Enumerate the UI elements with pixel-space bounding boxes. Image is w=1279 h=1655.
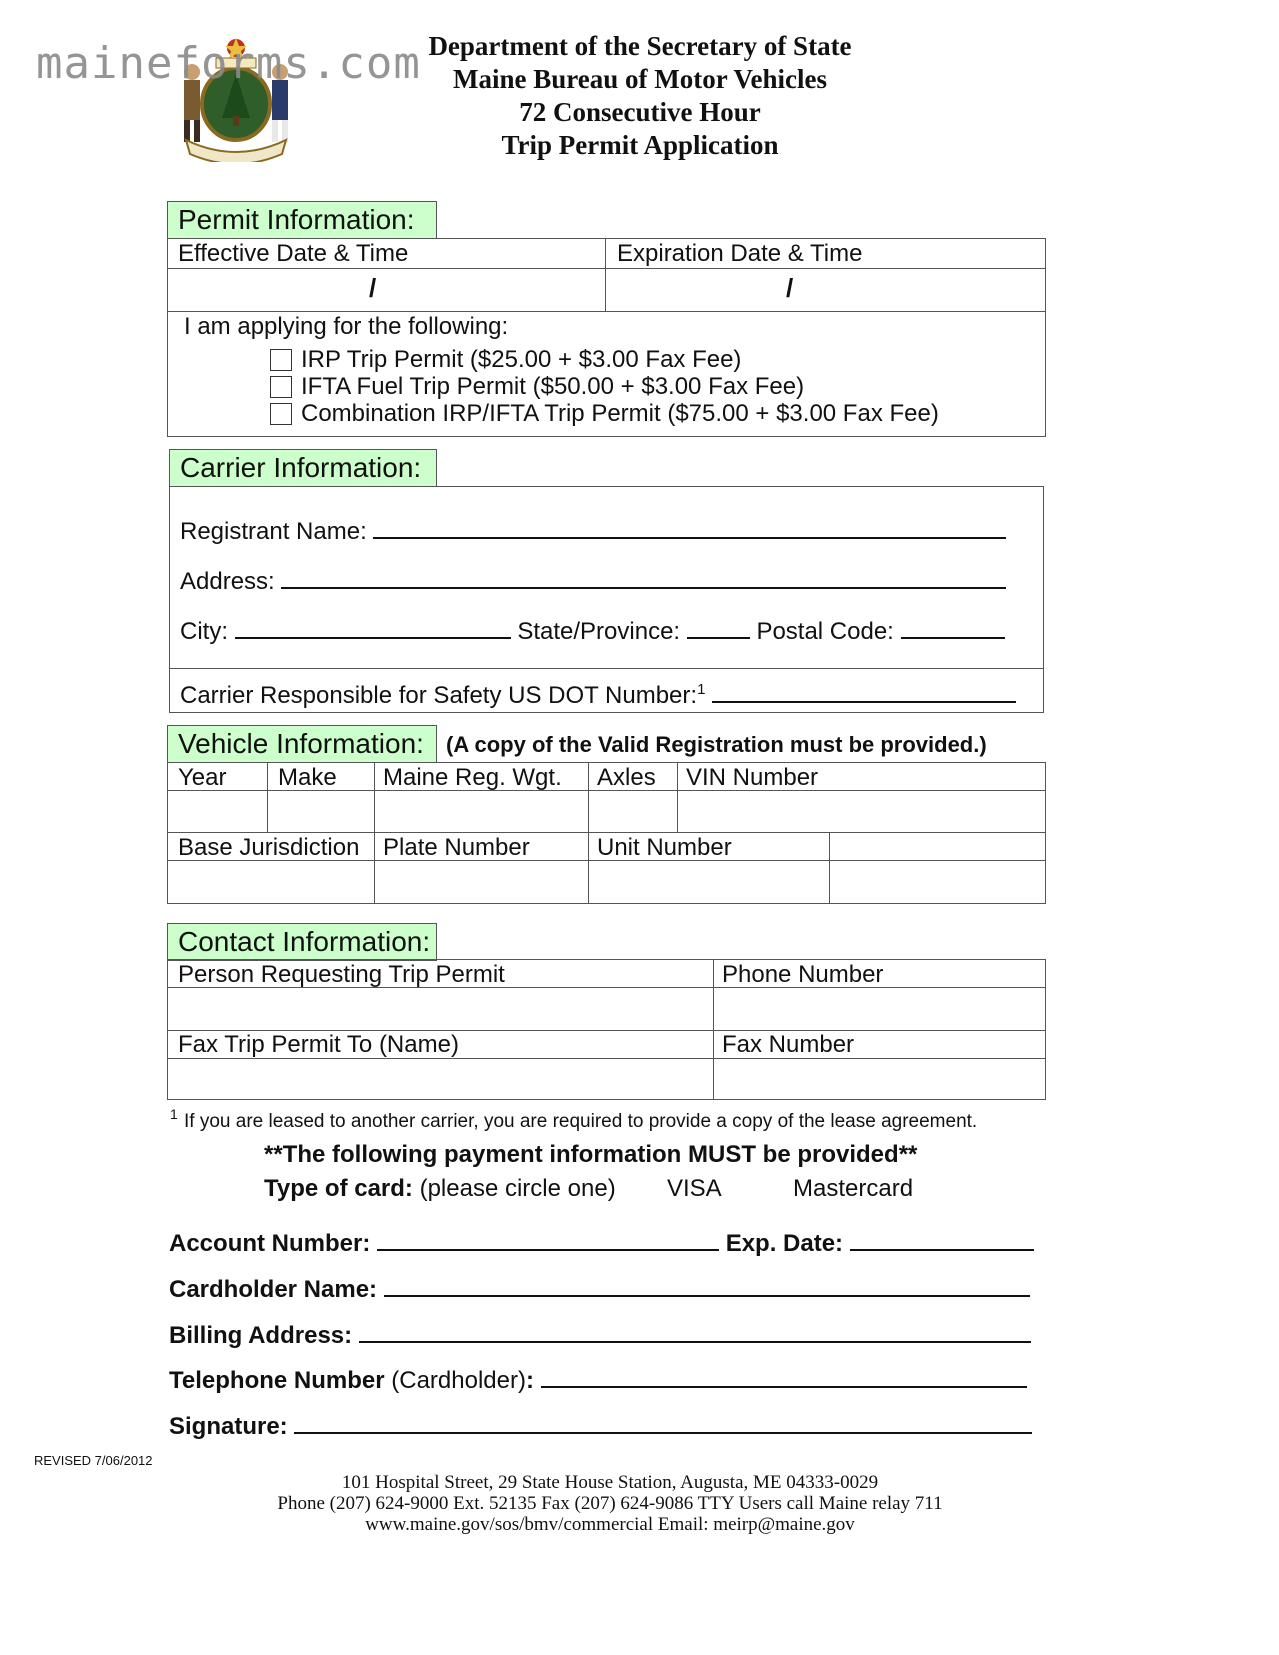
city-field[interactable] [235,613,511,639]
dot-footnote-mark: 1 [697,681,706,698]
fax-to-label: Fax Trip Permit To (Name) [178,1031,459,1058]
irp-checkbox[interactable] [270,349,292,371]
contact-section-title: Contact Information: [167,923,437,961]
phone-number-field[interactable] [714,988,1044,1029]
effective-date-label: Effective Date & Time [178,240,409,267]
address-row [180,563,1006,596]
footnote-mark: 1 [170,1106,178,1122]
effective-date-field[interactable]: / [369,273,377,303]
payment-required-note: **The following payment information MUST be provided** [264,1141,918,1168]
city-row [180,613,1005,646]
footer-phone: Phone (207) 624-9000 Ext. 52135 Fax (207) 624-9086 TTY Users call Maine relay 711 [277,1493,943,1514]
telephone-hint: (Cardholder) [391,1367,526,1394]
registrant-row [180,513,1006,546]
billing-row [169,1317,1031,1350]
col-make-label: Make [278,764,337,791]
col-axles-label: Axles [597,764,656,791]
vehicle-registration-note: (A copy of the Valid Registration must be provided.) [446,732,987,757]
account-label: Account Number: [169,1230,371,1257]
ifta-checkbox[interactable] [270,376,292,398]
make-field[interactable] [268,791,373,831]
unit-number-field[interactable] [589,861,828,903]
fax-number-label: Fax Number [722,1031,855,1058]
form-header [330,30,950,162]
weight-field[interactable] [375,791,587,831]
irp-option-label: IRP Trip Permit ($25.00 + $3.00 Fax Fee) [301,346,742,373]
fax-to-field[interactable] [168,1059,712,1099]
address-field[interactable] [281,563,1006,589]
footer-address: 101 Hospital Street, 29 State House Station, Augusta, ME 04333-0029 [341,1472,879,1493]
signature-field[interactable] [294,1408,1032,1434]
combination-option-label: Combination IRP/IFTA Trip Permit ($75.00 + $3.00 Fax Fee) [301,400,939,427]
ifta-option-label: IFTA Fuel Trip Permit ($50.00 + $3.00 Fax Fee) [301,373,805,400]
col-unit-label: Unit Number [597,834,732,861]
mastercard-option[interactable]: Mastercard [793,1175,914,1202]
address-label: Address: [180,568,275,595]
dot-row [180,677,1016,710]
signature-label: Signature: [169,1413,288,1440]
col-plate-label: Plate Number [383,834,530,861]
year-field[interactable] [168,791,266,831]
telephone-field[interactable] [541,1362,1027,1388]
city-label: City: [180,618,228,645]
state-label: State/Province: [517,618,681,645]
header-hours: 72 Consecutive Hour [519,97,761,127]
col-weight-label: Maine Reg. Wgt. [383,764,562,791]
footer-web-email: www.maine.gov/sos/bmv/commercial Email: meirp@maine.gov [365,1514,855,1535]
col-base-label: Base Jurisdiction [178,834,360,861]
combination-checkbox[interactable] [270,403,292,425]
col-year-label: Year [178,764,227,791]
cardholder-field[interactable] [384,1271,1030,1297]
vin-field[interactable] [678,791,1044,831]
lease-footnote: If you are leased to another carrier, you are required to provide a copy of the lease agreement. [184,1111,978,1132]
postal-field[interactable] [901,613,1005,639]
signature-row [169,1408,1032,1441]
dot-label: Carrier Responsible for Safety US DOT Number: [180,682,698,709]
axles-field[interactable] [589,791,676,831]
phone-number-label: Phone Number [722,961,884,988]
postal-label: Postal Code: [756,618,894,645]
card-type-hint: (please circle one) [419,1175,616,1202]
cardholder-label: Cardholder Name: [169,1276,378,1303]
header-form-title: Trip Permit Application [501,130,779,160]
header-bureau: Maine Bureau of Motor Vehicles [453,64,827,94]
header-department: Department of the Secretary of State [428,31,852,61]
col-vin-label: VIN Number [686,764,819,791]
cardholder-row [169,1271,1030,1304]
exp-date-field[interactable] [850,1225,1034,1251]
expiration-date-label: Expiration Date & Time [617,240,863,267]
registrant-label: Registrant Name: [180,518,367,545]
watermark: maineforms.com [36,38,421,89]
billing-address-field[interactable] [359,1317,1031,1343]
person-requesting-field[interactable] [168,988,712,1029]
card-type-label: Type of card: [264,1175,413,1202]
exp-date-label: Exp. Date: [725,1230,844,1257]
telephone-row [169,1362,1027,1395]
fax-number-field[interactable] [714,1059,1044,1099]
applying-label: I am applying for the following: [184,313,509,340]
visa-option[interactable]: VISA [667,1175,722,1202]
telephone-colon: : [525,1367,534,1394]
account-row [169,1225,1034,1258]
dot-number-field[interactable] [712,677,1016,703]
base-jurisdiction-field[interactable] [168,861,373,903]
expiration-date-field[interactable]: / [786,273,794,303]
permit-section-title: Permit Information: [167,201,437,239]
billing-label: Billing Address: [169,1322,353,1349]
person-requesting-label: Person Requesting Trip Permit [178,961,505,988]
telephone-label: Telephone Number [169,1367,385,1394]
revision-date: REVISED 7/06/2012 [34,1453,153,1468]
carrier-section-title: Carrier Information: [169,449,437,487]
vehicle-section-title: Vehicle Information: [167,725,437,763]
card-type-row [264,1175,616,1203]
registrant-field[interactable] [373,513,1006,539]
plate-number-field[interactable] [375,861,587,903]
state-field[interactable] [687,613,750,639]
account-number-field[interactable] [377,1225,719,1251]
